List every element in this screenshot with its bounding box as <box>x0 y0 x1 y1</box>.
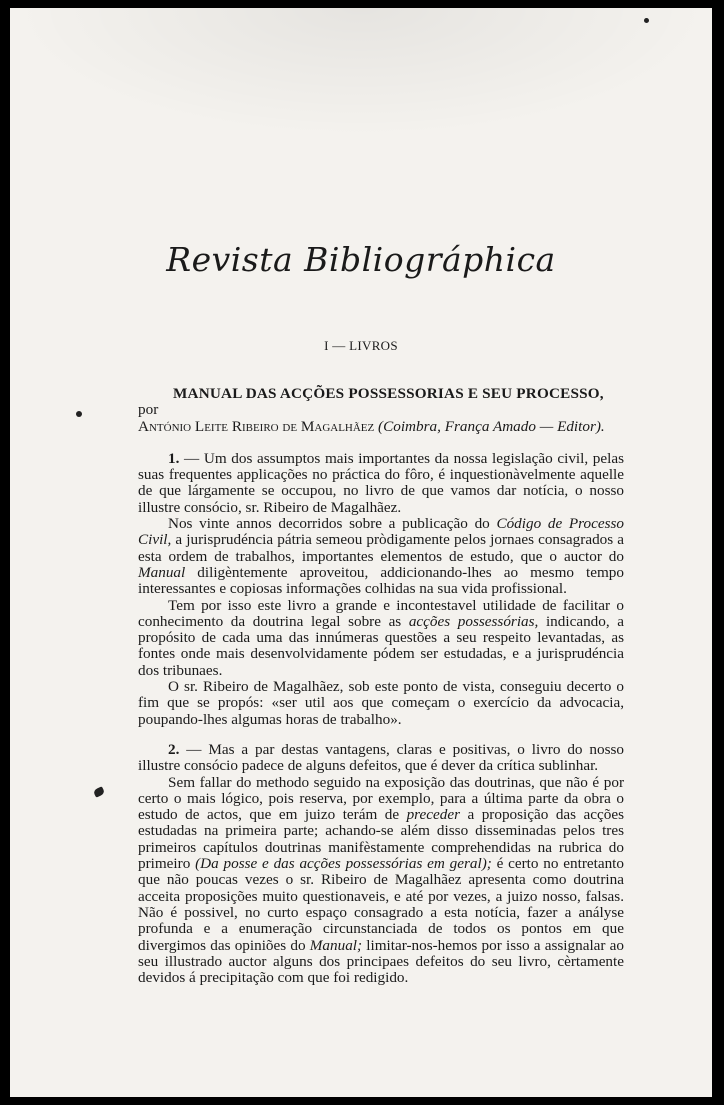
emphasis-text: Manual <box>138 563 186 581</box>
paragraph <box>138 516 624 597</box>
section-number: 1. <box>168 449 180 467</box>
paragraph <box>138 451 624 516</box>
emphasis-text: Manual; <box>309 936 363 954</box>
book-title: MANUAL DAS ACÇÕES POSSESSORIAS E SEU PROCESSO, <box>173 385 604 402</box>
section-number: 2. <box>168 740 180 758</box>
paragraph: O sr. Ribeiro de Magalhãez, sob este ponto de vista, conseguiu decerto o fim que se propós: «ser util aos que começam o exercício da advocacia, poupando-lhes algumas horas de trabalho». <box>138 678 624 728</box>
document-page <box>10 8 712 1097</box>
paragraph-text: limitar-nos-hemos por isso a assignalar ao seu illustrado auctor alguns dos principaes defeitos do seu livro, cèrtamente devidos á precipitação com que foi redigido. <box>138 936 625 987</box>
paragraph-text: Sem fallar do methodo seguido na exposição das doutrinas, que não é por certo o mais lógico, pois reserva, por exemplo, para a última parte da obra o estudo de actos, que em juizo terám de <box>138 773 624 824</box>
paragraph-text: Tem por isso este livro a grande e incontestavel utilidade de facilitar o conhecimento da doutrina legal sobre as <box>138 596 624 630</box>
margin-bullet-mark <box>76 411 82 417</box>
book-author: António Leite Ribeiro de Magalhãez <box>138 417 375 435</box>
paragraph <box>138 775 624 987</box>
emphasis-text: preceder <box>406 806 460 824</box>
emphasis-text: (Da posse e das acções possessórias em geral); <box>195 855 492 873</box>
margin-dot-mark <box>644 18 649 23</box>
book-reference <box>138 386 624 435</box>
paragraph-text: a jurisprudéncia pátria semeou pròdigamente pelos jornaes consagrados a esta ordem de trabalhos, importantes elementos de estudo, que o auctor do <box>138 531 624 565</box>
paragraph-text: indicando, a propósito de cada uma das innúmeras questões a seu respeito levantadas, as fontes onde mais desenvolvidamente pódem ser estudadas, e a jurisprudéncia dos tribunaes. <box>138 612 624 679</box>
emphasis-text: acções possessórias, <box>408 612 539 630</box>
paragraph-text: a proposição das acções estudadas na primeira parte; achando-se além disso disseminadas pelos tres primeiros capítulos doutrinas manifèstamente comprehendidas na rubrica do primeiro <box>138 806 625 873</box>
page-title: Revista Bibliográphica <box>166 240 556 279</box>
paragraph-text: diligèntemente aproveitou, addicionando-lhes ao mesmo tempo interessantes e copiosas informações colhidas na sua vida profissional. <box>138 563 624 598</box>
paragraph-text: — Mas a par destas vantagens, claras e positivas, o livro do nosso illustre consócio padece de alguns defeitos, que é dever da crítica sublinhar. <box>138 740 624 775</box>
article-body <box>138 386 624 986</box>
paragraph-text: é certo no entretanto que não poucas vezes o sr. Ribeiro de Magalhãez apresenta como doutrina acceita proposições muito questionaveis, e até por vezes, a juizo nosso, falsas. Não é possivel, no curto espaço consagrado a esta notícia, fazer a anályse profunda e a enumeração circunstanciada de todos os pontos em que divergimos das opiniões do <box>138 855 624 954</box>
book-by: por <box>138 401 159 419</box>
margin-ink-mark <box>93 786 105 797</box>
book-publisher: (Coimbra, França Amado — Editor). <box>374 417 605 435</box>
paragraph-text: Nos vinte annos decorridos sobre a publicação do <box>168 515 497 533</box>
paragraph-text: — Um dos assumptos mais importantes da nossa legislação civil, pelas suas frequentes applicações no práctica do fôro, é inquestionàvelmente aquelle de que lárgamente se occupou, no livro de que vamos dar notícia, o nosso illustre consócio, sr. Ribeiro de Magalhãez. <box>138 449 624 516</box>
section-heading: I — LIVROS <box>324 338 398 353</box>
paragraph <box>138 598 624 679</box>
paragraph <box>138 742 624 775</box>
emphasis-text: Código de Processo Civil, <box>138 515 624 549</box>
